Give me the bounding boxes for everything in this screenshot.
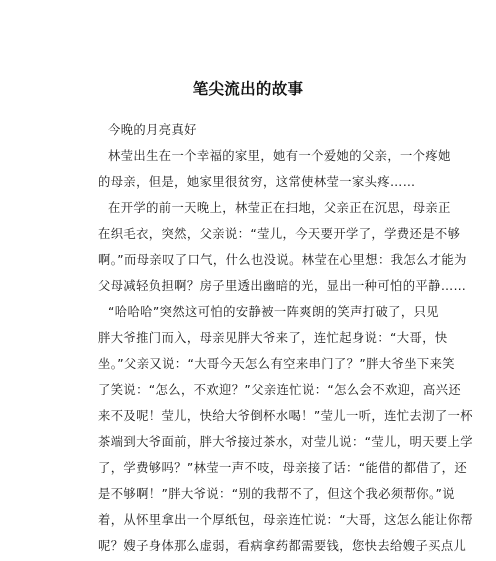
text-line: “哈哈哈”突然这可怕的安静被一阵爽朗的笑声打破了，只见 [108, 305, 439, 319]
paragraph [0, 299, 496, 559]
text-line: 来不及呢！莹儿，快给大爷倒杯水喝！”莹儿一听，连忙去沏了一杯 [98, 409, 473, 423]
text-line: 在开学的前一天晚上，林莹正在扫地，父亲正在沉思，母亲正 [108, 201, 451, 215]
text-line: 胖大爷推门而入，母亲见胖大爷来了，连忙起身说：“大哥，快 [98, 331, 448, 345]
text-line: 了笑说：“怎么，不欢迎？”父亲连忙说：“怎么会不欢迎，高兴还 [98, 383, 462, 397]
text-line: 啊。”而母亲叹了口气，什么也没说。林莹在心里想：我怎么才能为 [98, 253, 467, 267]
paragraph [0, 117, 496, 143]
text-line: 在织毛衣，突然，父亲说：“莹儿，今天要开学了，学费还是不够 [98, 227, 461, 241]
document-title: 笔尖流出的故事 [192, 80, 304, 98]
text-line: 茶端到大爷面前，胖大爷接过茶水，对莹儿说：“莹儿，明天要上学 [98, 435, 473, 449]
document-body [0, 117, 496, 559]
text-line: 林莹出生在一个幸福的家里，她有一个爱她的父亲，一个疼她 [108, 149, 451, 163]
text-line: 了，学费够吗？”林莹一声不吱，母亲接了话：“能借的都借了，还 [98, 461, 468, 475]
text-line: 父母减轻负担啊？房子里透出幽暗的光，显出一种可怕的平静…… [98, 279, 467, 293]
text-line: 是不够啊！”胖大爷说：“别的我帮不了，但这个我必须帮你。”说 [98, 487, 455, 501]
text-line: 着，从怀里拿出一个厚纸包，母亲连忙说：“大哥，这怎么能让你帮 [98, 513, 473, 527]
text-line: 坐。”父亲又说：“大哥今天怎么有空来串门了？”胖大爷坐下来笑 [98, 357, 455, 371]
text-line: 的母亲，但是，她家里很贫穷，这常使林莹一家头疼…… [98, 175, 416, 189]
paragraph [0, 195, 496, 299]
text-line: 呢？嫂子身体那么虚弱，看病拿药都需要钱，您快去给嫂子买点儿 [98, 539, 467, 553]
text-line: 今晚的月亮真好 [108, 123, 197, 137]
paragraph [0, 143, 496, 195]
